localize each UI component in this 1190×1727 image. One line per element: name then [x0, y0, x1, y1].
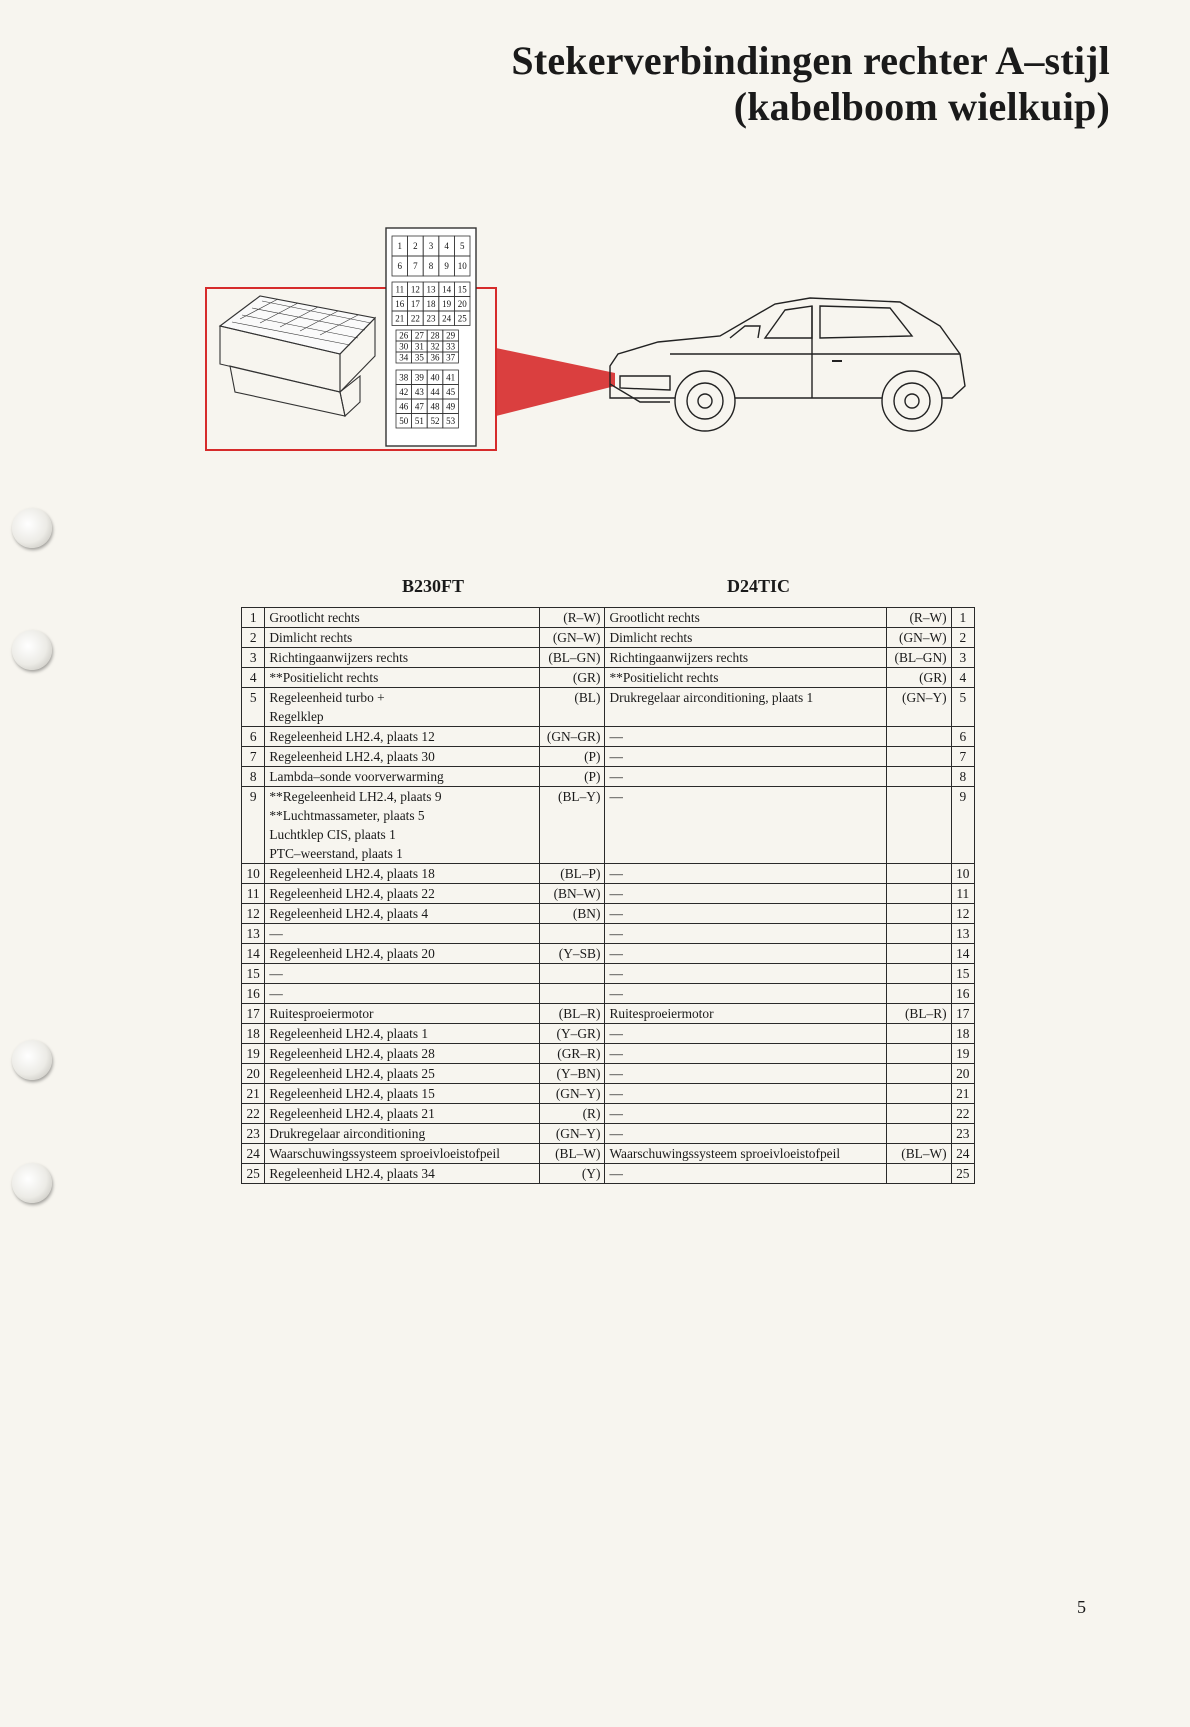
pin-assignment-table: [241, 607, 975, 1184]
table-row: [242, 608, 975, 628]
pin-number: 5: [459, 241, 465, 251]
function-line: Lambda–sonde voorverwarming: [269, 769, 444, 784]
function-line: **Positielicht rechts: [269, 670, 379, 685]
b230ft-function: [265, 964, 540, 984]
b230ft-wire-color: (BL–Y): [540, 787, 605, 864]
pin-number-left: 16: [242, 984, 265, 1004]
b230ft-wire-color: (BN): [540, 904, 605, 924]
d24tic-function: [605, 1124, 886, 1144]
d24tic-wire-color: [886, 1064, 951, 1084]
pin-number-left: 11: [242, 884, 265, 904]
pin-number-right: 15: [951, 964, 974, 984]
d24tic-function: [605, 688, 886, 727]
function-line: Regelklep: [269, 709, 324, 724]
pin-number: 15: [457, 284, 467, 295]
d24tic-function: [605, 668, 886, 688]
pin-number-left: 1: [242, 608, 265, 628]
d24tic-function: [605, 864, 886, 884]
table-row: [242, 1024, 975, 1044]
table-row: [242, 727, 975, 747]
pin-number-right: 5: [951, 688, 974, 727]
function-line: Regeleenheid LH2.4, plaats 30: [269, 749, 435, 764]
d24tic-wire-color: (R–W): [886, 608, 951, 628]
binder-hole-2: [12, 630, 52, 670]
d24tic-wire-color: [886, 884, 951, 904]
pin-number-right: 25: [951, 1164, 974, 1184]
pin-number: 43: [414, 386, 424, 397]
pin-number-right: 9: [951, 787, 974, 864]
pin-number-left: 17: [242, 1004, 265, 1024]
pin-number-left: 7: [242, 747, 265, 767]
d24tic-function: [605, 924, 886, 944]
connector-location-diagram: [200, 226, 1080, 466]
function-line: **Luchtmassameter, plaats 5: [269, 808, 425, 823]
d24tic-wire-color: (BL–R): [886, 1004, 951, 1024]
car-outline: [610, 298, 965, 431]
pin-number-right: 7: [951, 747, 974, 767]
pin-number: 47: [414, 401, 424, 412]
pin-number-left: 24: [242, 1144, 265, 1164]
column-heading-right: D24TIC: [727, 576, 791, 596]
pin-number: 18: [426, 298, 436, 309]
b230ft-function: [265, 1044, 540, 1064]
b230ft-wire-color: (BL–P): [540, 864, 605, 884]
d24tic-function: [605, 1024, 886, 1044]
pin-number-left: 8: [242, 767, 265, 787]
pin-number-right: 13: [951, 924, 974, 944]
d24tic-function: [605, 904, 886, 924]
pin-number: 10: [457, 261, 467, 271]
d24tic-function: [605, 628, 886, 648]
function-line: Regeleenheid LH2.4, plaats 15: [269, 1086, 435, 1101]
d24tic-wire-color: (GN–W): [886, 628, 951, 648]
b230ft-wire-color: (Y–SB): [540, 944, 605, 964]
pin-number: 51: [414, 415, 424, 426]
b230ft-function: [265, 1084, 540, 1104]
pin-number: 14: [442, 284, 452, 295]
pin-number: 53: [446, 415, 456, 426]
function-line: —: [609, 986, 623, 1001]
function-line: Drukregelaar airconditioning, plaats 1: [609, 690, 814, 705]
b230ft-function: [265, 608, 540, 628]
pin-number: 28: [430, 330, 440, 341]
pin-number-right: 14: [951, 944, 974, 964]
pin-number-left: 20: [242, 1064, 265, 1084]
pin-number: 34: [399, 352, 409, 363]
d24tic-wire-color: [886, 984, 951, 1004]
page-number: 5: [1077, 1597, 1086, 1617]
pin-number: 11: [395, 284, 405, 295]
pin-number: 49: [446, 401, 456, 412]
b230ft-function: [265, 688, 540, 727]
function-line: Dimlicht rechts: [609, 630, 693, 645]
column-heading-left: B230FT: [402, 576, 465, 596]
pin-number-left: 18: [242, 1024, 265, 1044]
function-line: —: [609, 789, 623, 804]
pin-number-right: 4: [951, 668, 974, 688]
b230ft-wire-color: (P): [540, 767, 605, 787]
d24tic-function: [605, 964, 886, 984]
d24tic-function: [605, 944, 886, 964]
b230ft-function: [265, 628, 540, 648]
function-line: Regeleenheid LH2.4, plaats 1: [269, 1026, 429, 1041]
function-line: Richtingaanwijzers rechts: [269, 650, 409, 665]
b230ft-function: [265, 787, 540, 864]
pin-number-right: 1: [951, 608, 974, 628]
function-line: Ruitesproeiermotor: [269, 1006, 374, 1021]
d24tic-function: [605, 608, 886, 628]
d24tic-function: [605, 1104, 886, 1124]
d24tic-function: [605, 727, 886, 747]
table-row: [242, 1084, 975, 1104]
pin-number-left: 14: [242, 944, 265, 964]
pin-number: 17: [410, 298, 420, 309]
pin-number-right: 21: [951, 1084, 974, 1104]
table-row: [242, 864, 975, 884]
table-row: [242, 648, 975, 668]
table-row: [242, 964, 975, 984]
pin-number: 38: [399, 372, 409, 383]
pin-number-left: 15: [242, 964, 265, 984]
function-line: Regeleenheid LH2.4, plaats 28: [269, 1046, 435, 1061]
table-row: [242, 688, 975, 727]
pin-number-left: 19: [242, 1044, 265, 1064]
pin-number: 36: [430, 352, 440, 363]
d24tic-wire-color: (BL–GN): [886, 648, 951, 668]
function-line: —: [269, 926, 283, 941]
pin-number-right: 17: [951, 1004, 974, 1024]
title-line-2: (kabelboom wielkuip): [733, 84, 1110, 129]
b230ft-wire-color: (BN–W): [540, 884, 605, 904]
d24tic-wire-color: [886, 727, 951, 747]
function-line: —: [609, 1026, 623, 1041]
b230ft-wire-color: (BL): [540, 688, 605, 727]
function-line: —: [609, 1086, 623, 1101]
pin-number: 44: [430, 386, 440, 397]
function-line: Grootlicht rechts: [609, 610, 700, 625]
pin-number: 25: [457, 313, 467, 324]
function-line: Grootlicht rechts: [269, 610, 360, 625]
function-line: **Regeleenheid LH2.4, plaats 9: [269, 789, 442, 804]
b230ft-wire-color: [540, 964, 605, 984]
table-row: [242, 767, 975, 787]
pin-number: 6: [397, 261, 403, 271]
pin-number-left: 12: [242, 904, 265, 924]
title-line-1: Stekerverbindingen rechter A–stijl: [511, 38, 1110, 83]
d24tic-function: [605, 1044, 886, 1064]
function-line: —: [609, 926, 623, 941]
d24tic-wire-color: (GR): [886, 668, 951, 688]
pin-number: 7: [413, 261, 418, 271]
function-line: **Positielicht rechts: [609, 670, 719, 685]
b230ft-wire-color: (GN–Y): [540, 1124, 605, 1144]
function-line: —: [609, 906, 623, 921]
table-row: [242, 1104, 975, 1124]
b230ft-function: [265, 767, 540, 787]
pin-number-right: 20: [951, 1064, 974, 1084]
pin-number: 33: [446, 341, 456, 352]
d24tic-function: [605, 787, 886, 864]
d24tic-wire-color: [886, 1084, 951, 1104]
pin-number: 42: [399, 386, 409, 397]
d24tic-wire-color: [886, 864, 951, 884]
table-row: [242, 1144, 975, 1164]
d24tic-wire-color: [886, 924, 951, 944]
b230ft-function: [265, 1144, 540, 1164]
pin-number: 4: [444, 241, 449, 251]
pin-number-left: 5: [242, 688, 265, 727]
pin-number-left: 2: [242, 628, 265, 648]
b230ft-wire-color: (P): [540, 747, 605, 767]
pin-number: 45: [446, 386, 456, 397]
table-row: [242, 1044, 975, 1064]
function-line: Regeleenheid LH2.4, plaats 22: [269, 886, 435, 901]
function-line: Regeleenheid LH2.4, plaats 34: [269, 1166, 435, 1181]
pin-number: 41: [446, 372, 456, 383]
function-line: —: [609, 966, 623, 981]
pin-number: 8: [428, 261, 434, 271]
d24tic-wire-color: [886, 1124, 951, 1144]
pin-number-right: 16: [951, 984, 974, 1004]
table-row: [242, 1004, 975, 1024]
b230ft-function: [265, 1004, 540, 1024]
b230ft-function: [265, 727, 540, 747]
d24tic-wire-color: [886, 1164, 951, 1184]
table-row: [242, 904, 975, 924]
d24tic-function: [605, 1144, 886, 1164]
pin-number: 29: [446, 330, 456, 341]
d24tic-function: [605, 1004, 886, 1024]
function-line: —: [609, 886, 623, 901]
function-line: —: [609, 729, 623, 744]
b230ft-wire-color: (BL–R): [540, 1004, 605, 1024]
pin-number: 23: [426, 313, 436, 324]
function-line: —: [609, 1046, 623, 1061]
binder-hole-1: [12, 508, 52, 548]
function-line: Regeleenheid turbo +: [269, 690, 385, 705]
d24tic-wire-color: [886, 964, 951, 984]
pin-number: 30: [399, 341, 409, 352]
d24tic-function: [605, 747, 886, 767]
b230ft-function: [265, 668, 540, 688]
table-row: [242, 924, 975, 944]
pin-number-right: 3: [951, 648, 974, 668]
pin-number-right: 6: [951, 727, 974, 747]
pin-number: 32: [430, 341, 440, 352]
b230ft-function: [265, 1164, 540, 1184]
d24tic-wire-color: [886, 747, 951, 767]
table-row: [242, 787, 975, 864]
pin-number: 50: [399, 415, 409, 426]
location-beam: [496, 348, 615, 416]
pin-number-left: 25: [242, 1164, 265, 1184]
b230ft-wire-color: (GN–Y): [540, 1084, 605, 1104]
page-title: [511, 38, 1110, 130]
b230ft-wire-color: (Y–GR): [540, 1024, 605, 1044]
function-line: —: [269, 966, 283, 981]
b230ft-function: [265, 904, 540, 924]
function-line: Regeleenheid LH2.4, plaats 21: [269, 1106, 435, 1121]
b230ft-wire-color: (R): [540, 1104, 605, 1124]
function-line: Regeleenheid LH2.4, plaats 12: [269, 729, 435, 744]
pin-number: 3: [428, 241, 434, 251]
function-line: Regeleenheid LH2.4, plaats 25: [269, 1066, 435, 1081]
pin-number: 24: [442, 313, 452, 324]
b230ft-function: [265, 984, 540, 1004]
pin-number-left: 3: [242, 648, 265, 668]
pin-number: 39: [414, 372, 424, 383]
function-line: Regeleenheid LH2.4, plaats 4: [269, 906, 429, 921]
function-line: Regeleenheid LH2.4, plaats 18: [269, 866, 435, 881]
pin-number-right: 24: [951, 1144, 974, 1164]
pin-number-right: 22: [951, 1104, 974, 1124]
function-line: —: [609, 769, 623, 784]
pin-number: 40: [430, 372, 440, 383]
b230ft-function: [265, 944, 540, 964]
d24tic-wire-color: [886, 904, 951, 924]
function-line: —: [269, 986, 283, 1001]
pin-number: 1: [397, 241, 403, 251]
b230ft-function: [265, 747, 540, 767]
d24tic-wire-color: [886, 1044, 951, 1064]
pin-number-left: 13: [242, 924, 265, 944]
function-line: —: [609, 1066, 623, 1081]
b230ft-function: [265, 884, 540, 904]
function-line: Waarschuwingssysteem sproeivloeistofpeil: [609, 1146, 841, 1161]
binder-hole-4: [12, 1163, 52, 1203]
pin-number-left: 22: [242, 1104, 265, 1124]
function-line: —: [609, 1106, 623, 1121]
d24tic-wire-color: (BL–W): [886, 1144, 951, 1164]
d24tic-function: [605, 648, 886, 668]
d24tic-function: [605, 884, 886, 904]
b230ft-wire-color: [540, 984, 605, 1004]
d24tic-function: [605, 984, 886, 1004]
b230ft-wire-color: (Y): [540, 1164, 605, 1184]
pin-number-left: 9: [242, 787, 265, 864]
b230ft-wire-color: (GN–W): [540, 628, 605, 648]
pin-number: 46: [399, 401, 409, 412]
table-row: [242, 668, 975, 688]
pin-number-right: 11: [951, 884, 974, 904]
pin-number-right: 10: [951, 864, 974, 884]
table-row: [242, 628, 975, 648]
d24tic-wire-color: [886, 787, 951, 864]
pin-number: 31: [414, 341, 424, 352]
pin-number: 26: [399, 330, 409, 341]
pin-number-right: 19: [951, 1044, 974, 1064]
b230ft-wire-color: (GR): [540, 668, 605, 688]
function-line: —: [609, 946, 623, 961]
table-row: [242, 944, 975, 964]
b230ft-wire-color: (GR–R): [540, 1044, 605, 1064]
pin-number-left: 6: [242, 727, 265, 747]
pin-number-right: 23: [951, 1124, 974, 1144]
d24tic-function: [605, 1084, 886, 1104]
pin-number: 52: [430, 415, 440, 426]
d24tic-wire-color: [886, 1104, 951, 1124]
pin-number-left: 21: [242, 1084, 265, 1104]
b230ft-function: [265, 1064, 540, 1084]
pin-number-right: 18: [951, 1024, 974, 1044]
function-line: PTC–weerstand, plaats 1: [269, 846, 403, 861]
pin-number: 19: [442, 298, 452, 309]
d24tic-function: [605, 1164, 886, 1184]
function-line: Luchtklep CIS, plaats 1: [269, 827, 396, 842]
b230ft-wire-color: (BL–W): [540, 1144, 605, 1164]
pin-number: 22: [410, 313, 420, 324]
pin-number: 16: [395, 298, 405, 309]
b230ft-function: [265, 924, 540, 944]
function-line: Waarschuwingssysteem sproeivloeistofpeil: [269, 1146, 500, 1161]
b230ft-wire-color: (GN–GR): [540, 727, 605, 747]
table-row: [242, 747, 975, 767]
b230ft-function: [265, 1024, 540, 1044]
table-row: [242, 884, 975, 904]
pin-number: 48: [430, 401, 440, 412]
binder-hole-3: [12, 1040, 52, 1080]
function-line: —: [609, 1126, 623, 1141]
pin-number-left: 10: [242, 864, 265, 884]
pin-number-right: 8: [951, 767, 974, 787]
function-line: Regeleenheid LH2.4, plaats 20: [269, 946, 435, 961]
pin-number-right: 2: [951, 628, 974, 648]
function-line: Drukregelaar airconditioning: [269, 1126, 426, 1141]
function-line: —: [609, 866, 623, 881]
d24tic-wire-color: (GN–Y): [886, 688, 951, 727]
pin-number: 35: [414, 352, 424, 363]
table-row: [242, 1124, 975, 1144]
table-row: [242, 984, 975, 1004]
b230ft-function: [265, 648, 540, 668]
pin-number: 27: [414, 330, 424, 341]
b230ft-function: [265, 1124, 540, 1144]
d24tic-wire-color: [886, 767, 951, 787]
pin-number: 13: [426, 284, 436, 295]
pin-number: 9: [444, 261, 449, 271]
d24tic-function: [605, 1064, 886, 1084]
b230ft-wire-color: (BL–GN): [540, 648, 605, 668]
function-line: Ruitesproeiermotor: [609, 1006, 714, 1021]
function-line: Dimlicht rechts: [269, 630, 353, 645]
d24tic-wire-color: [886, 944, 951, 964]
pin-number: 21: [395, 313, 405, 324]
pin-number-right: 12: [951, 904, 974, 924]
b230ft-wire-color: [540, 924, 605, 944]
function-line: —: [609, 749, 623, 764]
b230ft-function: [265, 864, 540, 884]
pin-number: 20: [457, 298, 467, 309]
function-line: Richtingaanwijzers rechts: [609, 650, 749, 665]
pin-number: 2: [413, 241, 418, 251]
pin-number: 12: [410, 284, 420, 295]
d24tic-function: [605, 767, 886, 787]
b230ft-function: [265, 1104, 540, 1124]
table-row: [242, 1064, 975, 1084]
function-line: —: [609, 1166, 623, 1181]
connector-sketch: [220, 296, 375, 416]
b230ft-wire-color: (R–W): [540, 608, 605, 628]
pin-number-left: 23: [242, 1124, 265, 1144]
b230ft-wire-color: (Y–BN): [540, 1064, 605, 1084]
pin-number: 37: [446, 352, 456, 363]
pin-number-left: 4: [242, 668, 265, 688]
table-row: [242, 1164, 975, 1184]
d24tic-wire-color: [886, 1024, 951, 1044]
